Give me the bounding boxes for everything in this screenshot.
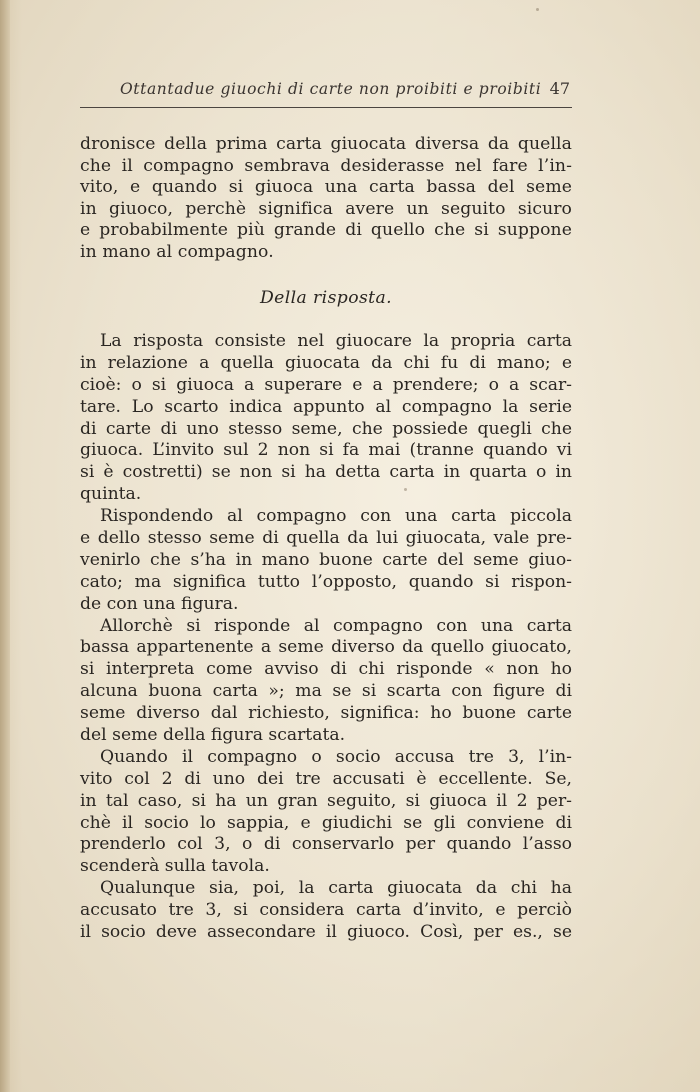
running-title: Ottantadue giuochi di carte non proibiti e proibiti bbox=[120, 80, 542, 98]
text-line: si interpreta come avviso di chi risponde « non ho bbox=[80, 659, 572, 680]
text-line: si è costretti) se non si ha detta carta in quarta o in bbox=[80, 462, 572, 483]
intro-paragraph bbox=[80, 134, 572, 264]
text-line: Qualunque sia, poi, la carta giuocata da chi ha bbox=[100, 878, 572, 899]
text-line: e dello stesso seme di quella da lui giuocata, vale pre- bbox=[80, 528, 572, 549]
paragraph bbox=[80, 331, 572, 506]
text-line: vito, e quando si giuoca una carta bassa del seme bbox=[80, 177, 572, 198]
text-line: cato; ma significa tutto l’opposto, quando si rispon- bbox=[80, 571, 572, 592]
text-line: prenderlo col 3, o di conservarlo per quando l’asso bbox=[80, 834, 572, 855]
text-line: del seme della figura scartata. bbox=[80, 725, 346, 746]
text-line: giuoca. L’invito sul 2 non si fa mai (tranne quando vi bbox=[80, 440, 572, 461]
text-line: chè il socio lo sappia, e giudichi se gli conviene di bbox=[80, 812, 572, 833]
text-line: seme diverso dal richiesto, significa: ho buone carte bbox=[80, 703, 572, 724]
text-line: tare. Lo scarto indica appunto al compagno la serie bbox=[80, 396, 572, 417]
header-rule bbox=[80, 107, 572, 108]
text-line: de con una figura. bbox=[80, 593, 239, 614]
running-head bbox=[80, 76, 570, 104]
page-number: 47 bbox=[549, 79, 570, 98]
text-line: Rispondendo al compagno con una carta piccola bbox=[100, 506, 572, 527]
text-line: La risposta consiste nel giuocare la propria carta bbox=[100, 331, 572, 351]
text-line: che il compagno sembrava desiderasse nel fare l’in- bbox=[80, 155, 572, 176]
text-line: vito col 2 di uno dei tre accusati è eccellente. Se, bbox=[80, 768, 572, 789]
paragraph bbox=[80, 506, 572, 615]
text-line: e probabilmente più grande di quello che si suppone bbox=[80, 220, 572, 241]
text-line: Quando il compagno o socio accusa tre 3, l’in- bbox=[100, 746, 572, 767]
paper-speck bbox=[404, 488, 407, 491]
page-gutter bbox=[0, 0, 10, 1092]
paragraph bbox=[80, 747, 572, 878]
paragraph bbox=[80, 616, 572, 747]
text-line: di carte di uno stesso seme, che possiede quegli che bbox=[80, 418, 572, 439]
text-line: quinta. bbox=[80, 484, 142, 505]
text-line: alcuna buona carta »; ma se si scarta con figure di bbox=[80, 681, 572, 702]
text-line: in relazione a quella giuocata da chi fu di mano; e bbox=[80, 352, 572, 373]
text-line: scenderà sulla tavola. bbox=[80, 856, 270, 877]
paragraph bbox=[80, 878, 572, 944]
text-line: in mano al compagno. bbox=[80, 241, 274, 262]
text-line: accusato tre 3, si considera carta d’invito, e perciò bbox=[80, 900, 572, 921]
text-line: il socio deve assecondare il giuoco. Così, per es., se bbox=[80, 922, 572, 943]
body-text bbox=[80, 331, 572, 944]
text-line: Allorchè si risponde al compagno con una carta bbox=[100, 615, 572, 636]
text-line: bassa appartenente a seme diverso da quello giuocato, bbox=[80, 637, 572, 658]
section-heading: Della risposta. bbox=[260, 288, 392, 308]
text-line: cioè: o si giuoca a superare e a prendere; o a scar- bbox=[80, 374, 572, 395]
paper-speck bbox=[536, 8, 539, 11]
text-line: in tal caso, si ha un gran seguito, si giuoca il 2 per- bbox=[80, 790, 572, 811]
text-line: dronisce della prima carta giuocata diversa da quella bbox=[80, 134, 572, 154]
text-line: venirlo che s’ha in mano buone carte del seme giuo- bbox=[80, 549, 572, 570]
text-line: in giuoco, perchè significa avere un seguito sicuro bbox=[80, 198, 572, 219]
